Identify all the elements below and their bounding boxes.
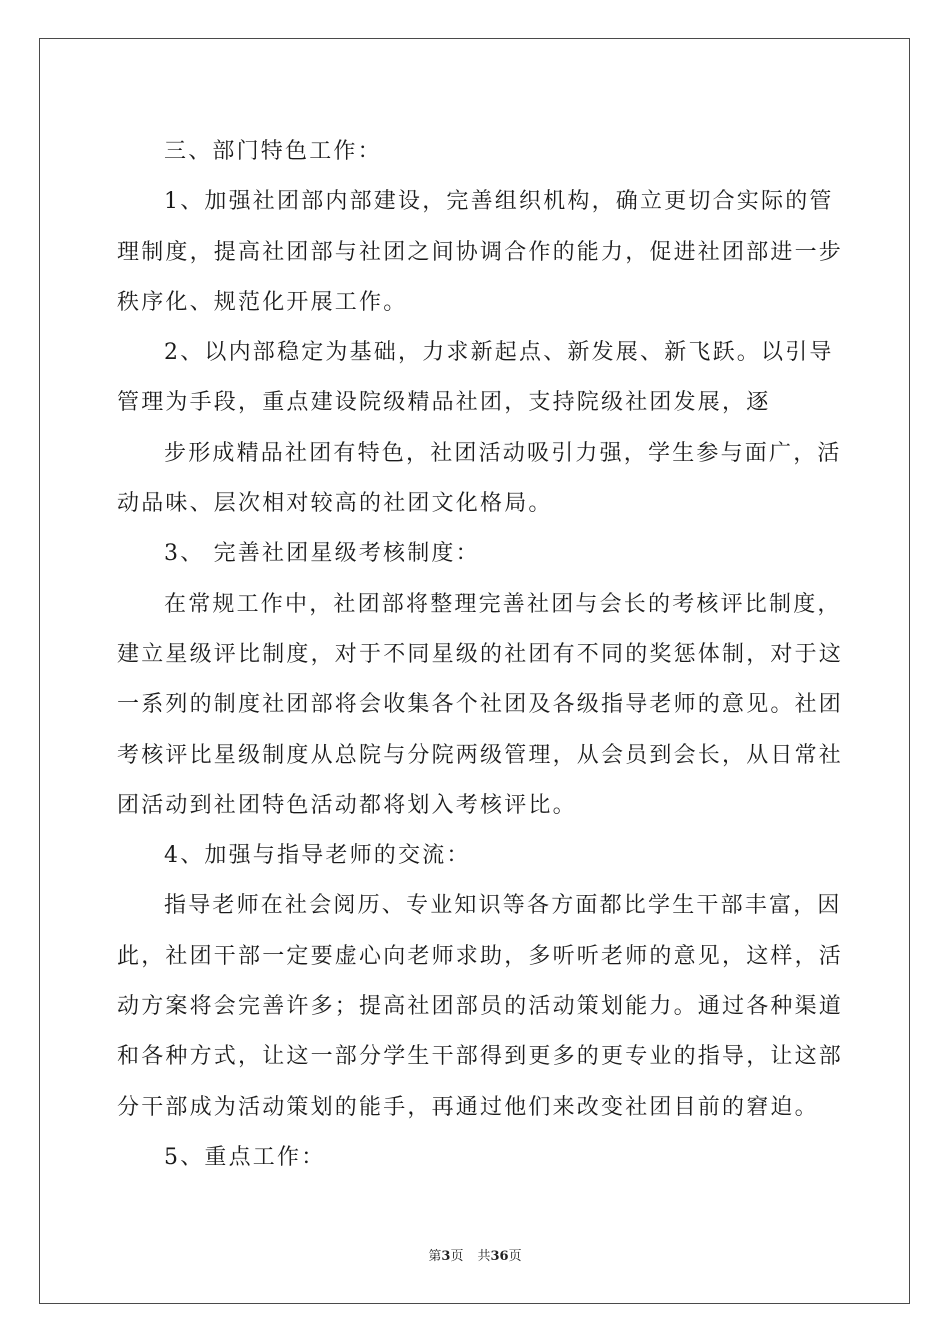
section-heading: 三、部门特色工作：: [164, 139, 382, 164]
paragraph-line: 团活动到社团特色活动都将划入考核评比。: [117, 792, 577, 818]
paragraph-line: 考核评比星级制度从总院与分院两级管理，从会员到会长，从日常社: [117, 742, 844, 768]
page-suffix: 页: [450, 1249, 464, 1264]
paragraph-line: 和各种方式，让这一部分学生干部得到更多的更专业的指导，让这部: [117, 1044, 844, 1070]
document-body: [117, 127, 844, 1183]
page-prefix: 第: [428, 1249, 442, 1264]
paragraph-line: 动方案将会完善许多；提高社团部员的活动策划能力。通过各种渠道: [117, 994, 844, 1020]
total-pages: 36: [490, 1249, 509, 1264]
paragraph-line: 动品味、层次相对较高的社团文化格局。: [117, 491, 553, 517]
total-prefix: 共: [477, 1249, 491, 1264]
paragraph-line: 在常规工作中，社团部将整理完善社团与会长的考核评比制度，: [164, 591, 842, 617]
page-footer: [0, 1245, 950, 1264]
paragraph-line: 步形成精品社团有特色，社团活动吸引力强，学生参与面广，活: [164, 440, 842, 466]
paragraph-line: 管理为手段，重点建设院级精品社团，支持院级社团发展，逐: [117, 390, 771, 416]
paragraph-line: 建立星级评比制度，对于不同星级的社团有不同的奖惩体制，对于这: [117, 641, 844, 667]
paragraph-line: 指导老师在社会阅历、专业知识等各方面都比学生干部丰富，因: [164, 893, 842, 919]
paragraph-line: 此，社团干部一定要虚心向老师求助，多听听老师的意见，这样，活: [117, 943, 844, 969]
paragraph-line: 分干部成为活动策划的能手，再通过他们来改变社团目前的窘迫。: [117, 1094, 819, 1120]
subsection-heading: 3、 完善社团星级考核制度：: [164, 541, 480, 567]
paragraph-line: 2、以内部稳定为基础，力求新起点、新发展、新飞跃。以引导: [164, 340, 834, 366]
subsection-heading: 4、加强与指导老师的交流：: [164, 843, 471, 869]
page-number: 3: [441, 1249, 451, 1264]
total-suffix: 页: [508, 1249, 522, 1264]
paragraph-line: 理制度，提高社团部与社团之间协调合作的能力，促进社团部进一步: [117, 239, 844, 265]
paragraph-line: 秩序化、规范化开展工作。: [117, 289, 408, 315]
paragraph-line: 1、加强社团部内部建设，完善组织机构，确立更切合实际的管: [164, 189, 834, 215]
subsection-heading: 5、重点工作：: [164, 1144, 326, 1170]
paragraph-line: 一系列的制度社团部将会收集各个社团及各级指导老师的意见。社团: [117, 692, 844, 718]
